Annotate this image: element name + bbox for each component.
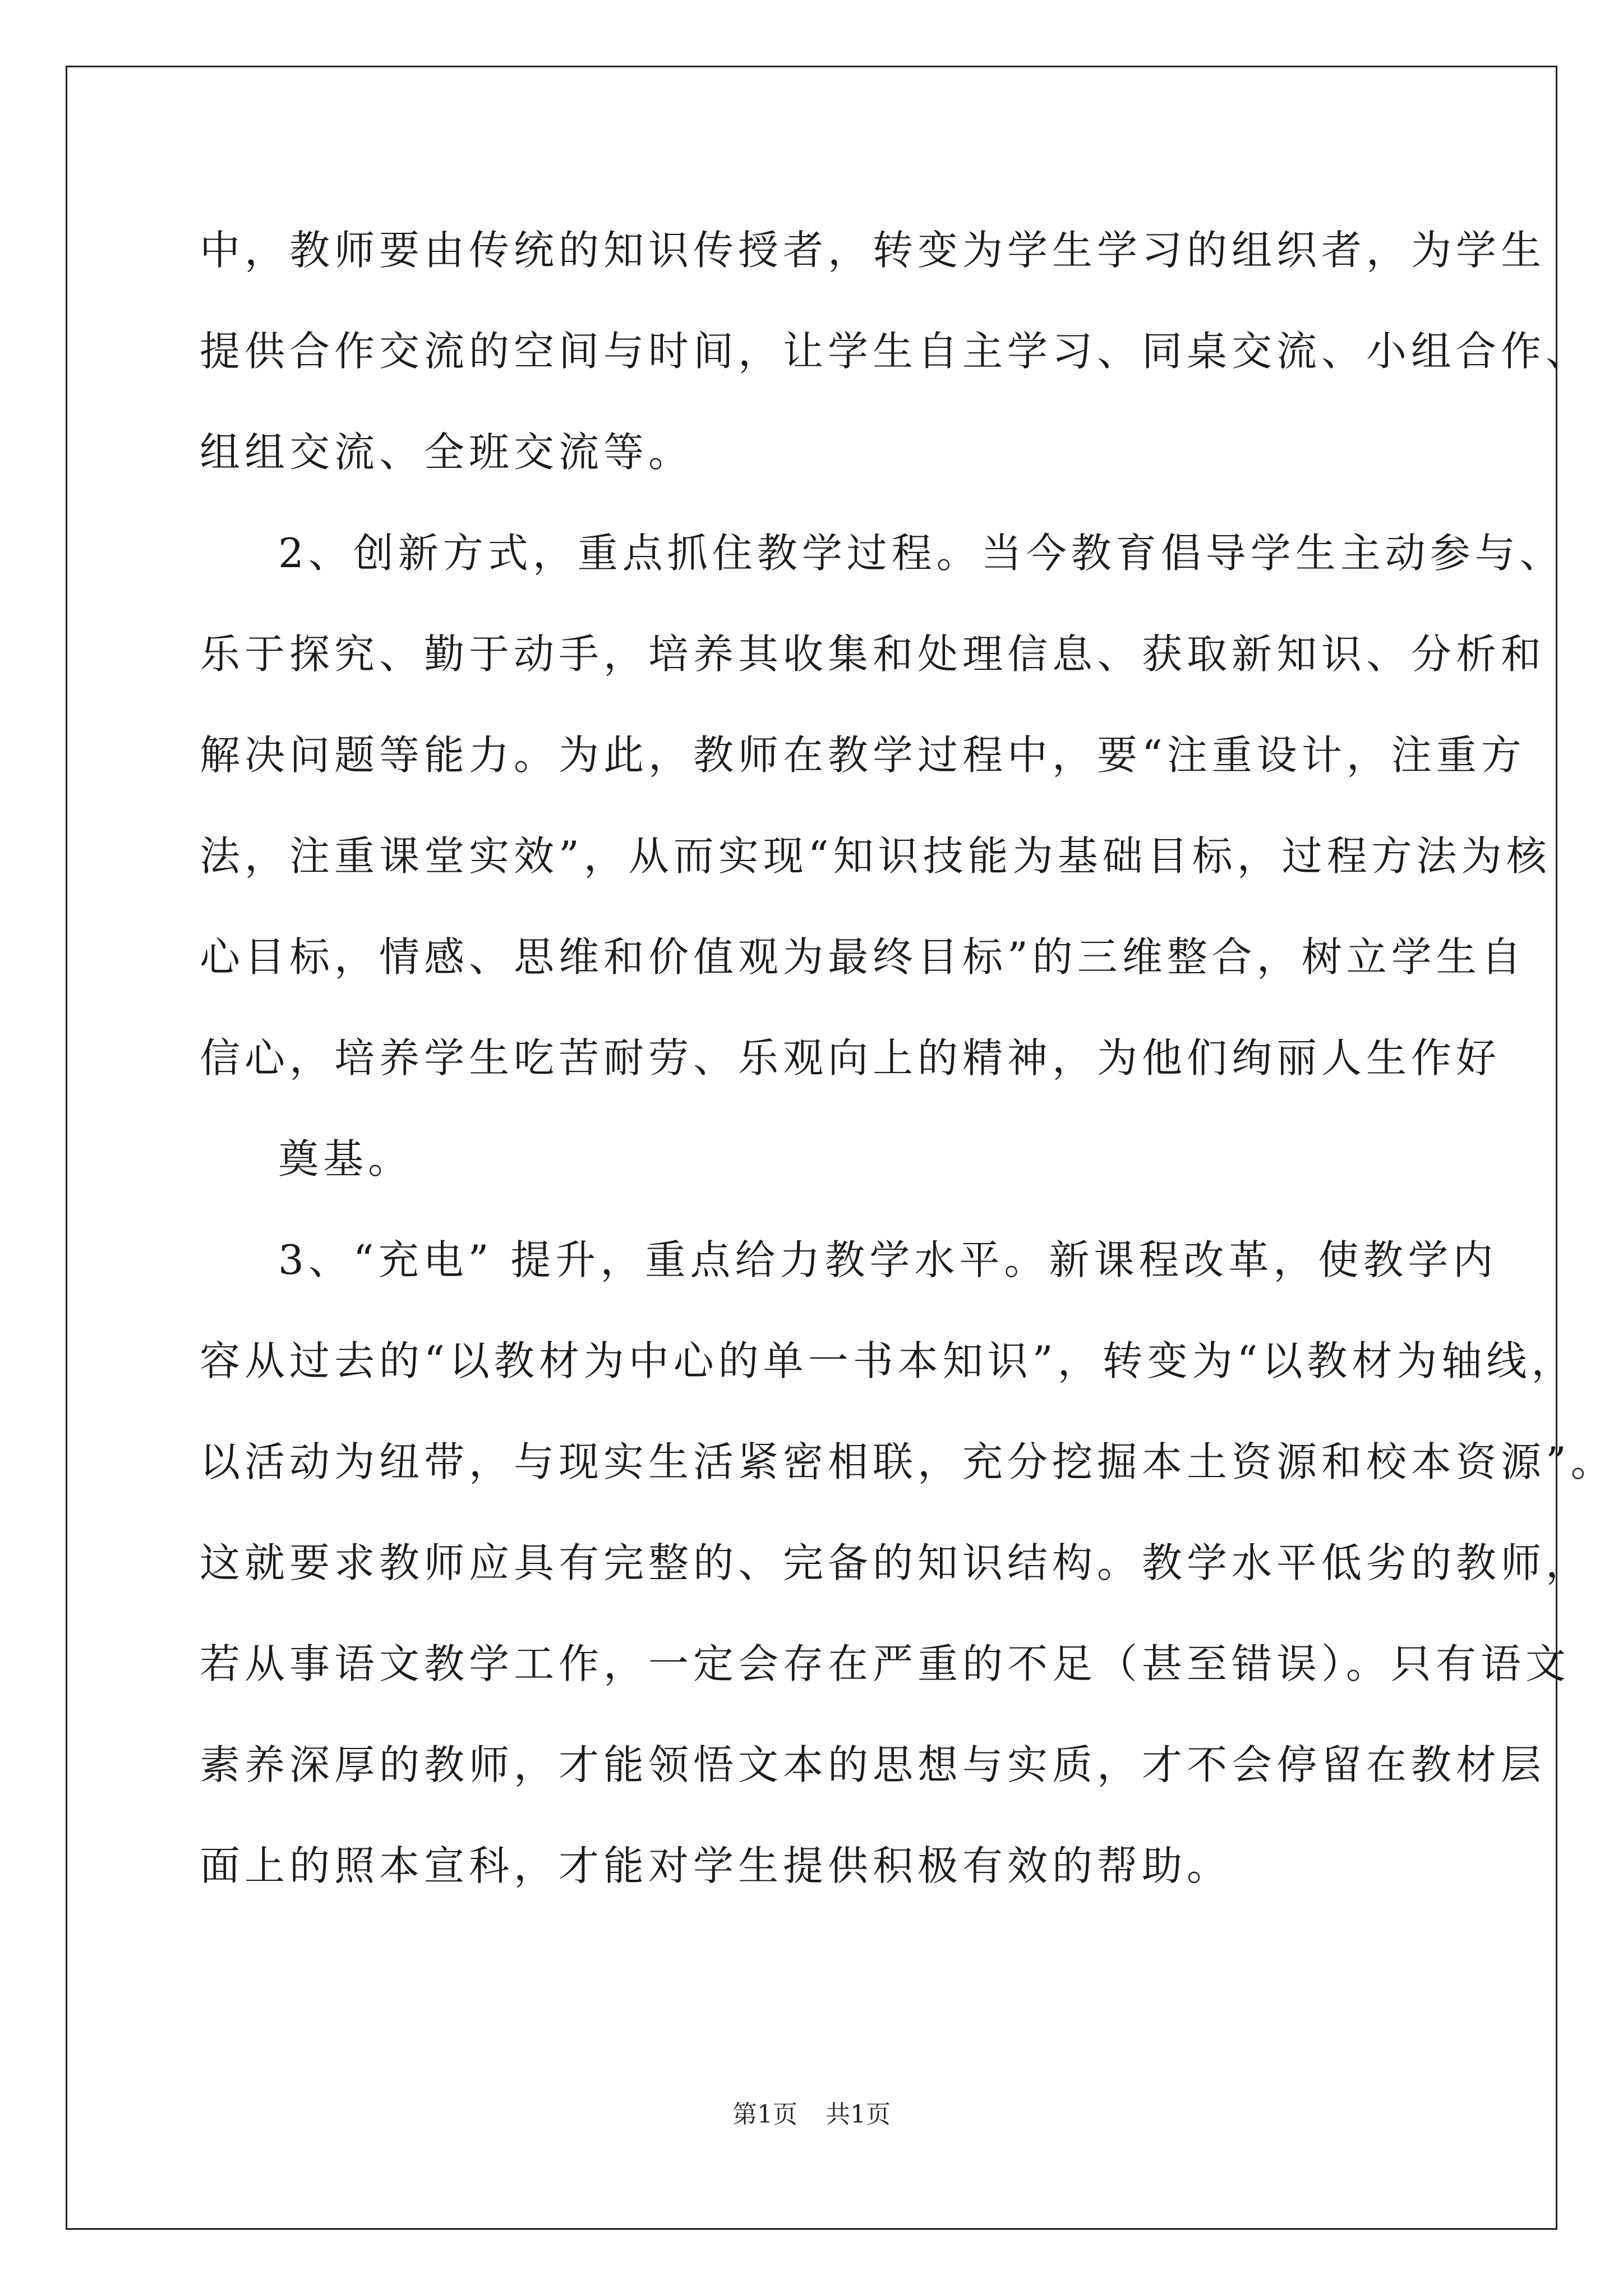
paragraph-line: 素养深厚的教师，才能领悟文本的思想与实质，才不会停留在教材层	[200, 1741, 1546, 1788]
paragraph-line: 3、“充电” 提升，重点给力教学水平。新课程改革，使教学内	[278, 1236, 1498, 1283]
paragraph-line: 提供合作交流的空间与时间，让学生自主学习、同桌交流、小组合作、	[200, 328, 1591, 375]
paragraph-line: 奠基。	[278, 1135, 413, 1182]
paragraph-line: 若从事语文教学工作，一定会存在严重的不足（甚至错误）。只有语文	[200, 1640, 1571, 1687]
paragraph-line: 2、创新方式，重点抓住教学过程。当今教育倡导学生主动参与、	[278, 530, 1565, 577]
paragraph-line: 组组交流、全班交流等。	[200, 429, 694, 476]
paragraph-line: 解决问题等能力。为此，教师在教学过程中，要“注重设计，注重方	[200, 731, 1526, 779]
paragraph-line: 乐于探究、勤于动手，培养其收集和处理信息、获取新知识、分析和	[200, 631, 1546, 678]
paragraph-line: 心目标，情感、思维和价值观为最终目标”的三维整合，树立学生自	[200, 933, 1526, 981]
page-total: 共1页	[826, 2100, 891, 2129]
paragraph-line: 这就要求教师应具有完整的、完备的知识结构。教学水平低劣的教师，	[200, 1539, 1591, 1586]
paragraph-line: 面上的照本宣科，才能对学生提供积极有效的帮助。	[200, 1842, 1232, 1889]
page-footer	[0, 2098, 1623, 2132]
paragraph-line: 容从过去的“以教材为中心的单一书本知识”，转变为“以教材为轴线，	[200, 1337, 1576, 1384]
paragraph-line: 以活动为纽带，与现实生活紧密相联，充分挖掘本土资源和校本资源”。	[200, 1438, 1616, 1485]
paragraph-line: 法，注重课堂实效”，从而实现“知识技能为基础目标，过程方法为核	[200, 832, 1551, 880]
paragraph-line: 信心，培养学生吃苦耐劳、乐观向上的精神，为他们绚丽人生作好	[200, 1034, 1501, 1082]
paragraph-line: 中，教师要由传统的知识传授者，转变为学生学习的组织者，为学生	[200, 227, 1546, 274]
page-number: 第1页	[732, 2100, 797, 2129]
